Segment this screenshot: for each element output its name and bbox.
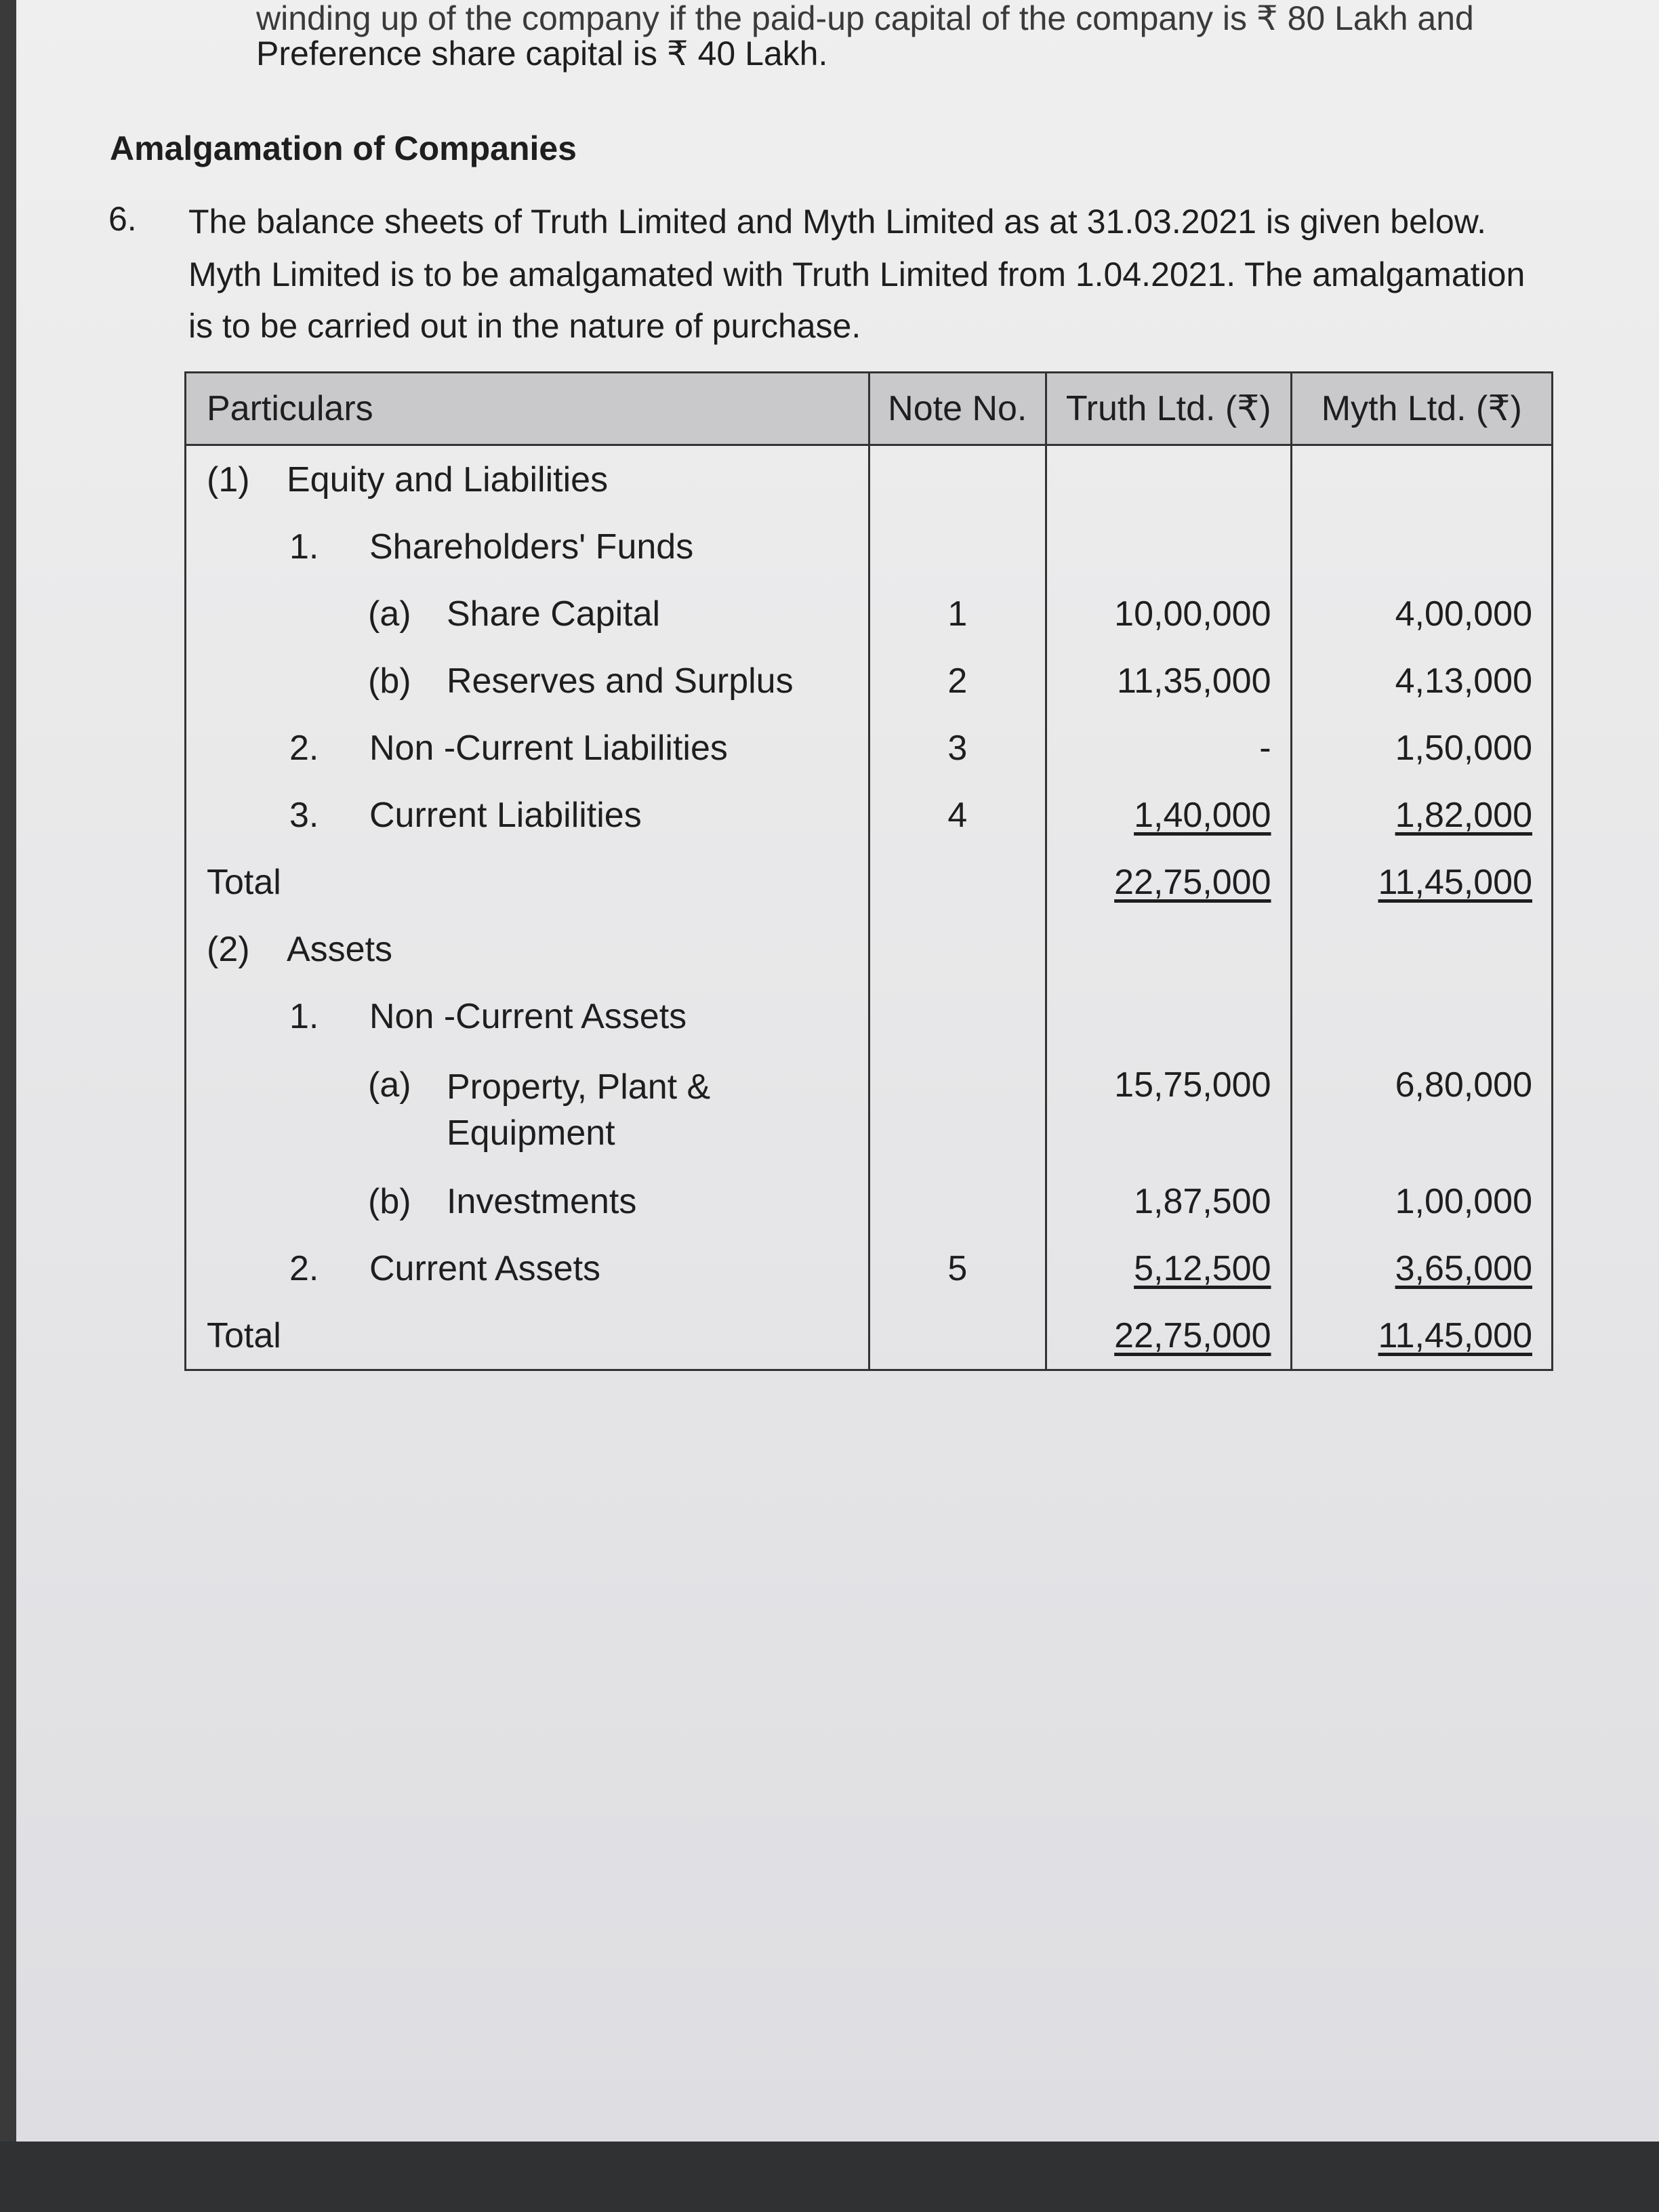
- ppe-truth: 15,75,000: [1046, 1050, 1291, 1168]
- question-line-1: The balance sheets of Truth Limited and Myth Limited as at 31.03.2021 is given below.: [188, 203, 1487, 241]
- photo-bottom-band: [0, 2142, 1659, 2212]
- ppe-label: (a) Property, Plant & Equipment: [186, 1050, 869, 1168]
- current-assets-myth: 3,65,000: [1291, 1235, 1552, 1302]
- intro-line-1: winding up of the company if the paid-up capital of the company is ₹ 80 Lakh and: [256, 0, 1474, 37]
- shareholders-funds-label: 1. Shareholders' Funds: [186, 513, 869, 580]
- assets-total-label: Total: [186, 1302, 869, 1370]
- current-assets-note: 5: [869, 1235, 1046, 1302]
- question-line-3: is to be carried out in the nature of purchase.: [188, 307, 861, 345]
- header-truth-ltd: Truth Ltd. (₹): [1046, 373, 1291, 445]
- reserves-surplus-truth: 11,35,000: [1046, 647, 1291, 714]
- current-liabilities-label: 3. Current Liabilities: [186, 781, 869, 848]
- table-row: [186, 1302, 1553, 1370]
- table-row: [186, 1050, 1553, 1168]
- intro-line-2: Preference share capital is ₹ 40 Lakh.: [256, 35, 828, 73]
- question-line-2: Myth Limited is to be amalgamated with Truth Limited from 1.04.2021. The amalgamation: [188, 255, 1525, 293]
- equity-liabilities-label: (1) Equity and Liabilities: [186, 445, 869, 514]
- table-header-row: [186, 373, 1553, 445]
- current-assets-label: 2. Current Assets: [186, 1235, 869, 1302]
- header-myth-ltd: Myth Ltd. (₹): [1291, 373, 1552, 445]
- equity-total-label: Total: [186, 848, 869, 916]
- current-liabilities-truth: 1,40,000: [1046, 781, 1291, 848]
- assets-total-myth: 11,45,000: [1291, 1302, 1552, 1370]
- header-note-no: Note No.: [869, 373, 1046, 445]
- question-number: 6.: [108, 200, 137, 238]
- table-row: [186, 580, 1553, 647]
- investments-truth: 1,87,500: [1046, 1168, 1291, 1235]
- table-row: [186, 916, 1553, 983]
- current-liabilities-note: 4: [869, 781, 1046, 848]
- non-current-liabilities-truth: -: [1046, 714, 1291, 781]
- table-row: [186, 445, 1553, 514]
- share-capital-label: (a) Share Capital: [186, 580, 869, 647]
- table-row: [186, 781, 1553, 848]
- equity-total-truth: 22,75,000: [1046, 848, 1291, 916]
- assets-label: (2) Assets: [186, 916, 869, 983]
- table-row: [186, 848, 1553, 916]
- non-current-liabilities-note: 3: [869, 714, 1046, 781]
- table-row: [186, 714, 1553, 781]
- ppe-myth: 6,80,000: [1291, 1050, 1552, 1168]
- section-heading: Amalgamation of Companies: [110, 129, 577, 167]
- assets-total-truth: 22,75,000: [1046, 1302, 1291, 1370]
- reserves-surplus-label: (b) Reserves and Surplus: [186, 647, 869, 714]
- balance-sheet-table: [184, 371, 1553, 1371]
- current-assets-truth: 5,12,500: [1046, 1235, 1291, 1302]
- non-current-assets-label: 1. Non -Current Assets: [186, 983, 869, 1050]
- reserves-surplus-note: 2: [869, 647, 1046, 714]
- share-capital-note: 1: [869, 580, 1046, 647]
- current-liabilities-myth: 1,82,000: [1291, 781, 1552, 848]
- share-capital-truth: 10,00,000: [1046, 580, 1291, 647]
- equity-total-myth: 11,45,000: [1291, 848, 1552, 916]
- non-current-liabilities-myth: 1,50,000: [1291, 714, 1552, 781]
- photo-edge: [0, 0, 16, 2212]
- table-row: [186, 983, 1553, 1050]
- investments-label: (b) Investments: [186, 1168, 869, 1235]
- table-row: [186, 513, 1553, 580]
- investments-myth: 1,00,000: [1291, 1168, 1552, 1235]
- non-current-liabilities-label: 2. Non -Current Liabilities: [186, 714, 869, 781]
- header-particulars: Particulars: [186, 373, 869, 445]
- reserves-surplus-myth: 4,13,000: [1291, 647, 1552, 714]
- table-row: [186, 1168, 1553, 1235]
- table-row: [186, 1235, 1553, 1302]
- share-capital-myth: 4,00,000: [1291, 580, 1552, 647]
- table-row: [186, 647, 1553, 714]
